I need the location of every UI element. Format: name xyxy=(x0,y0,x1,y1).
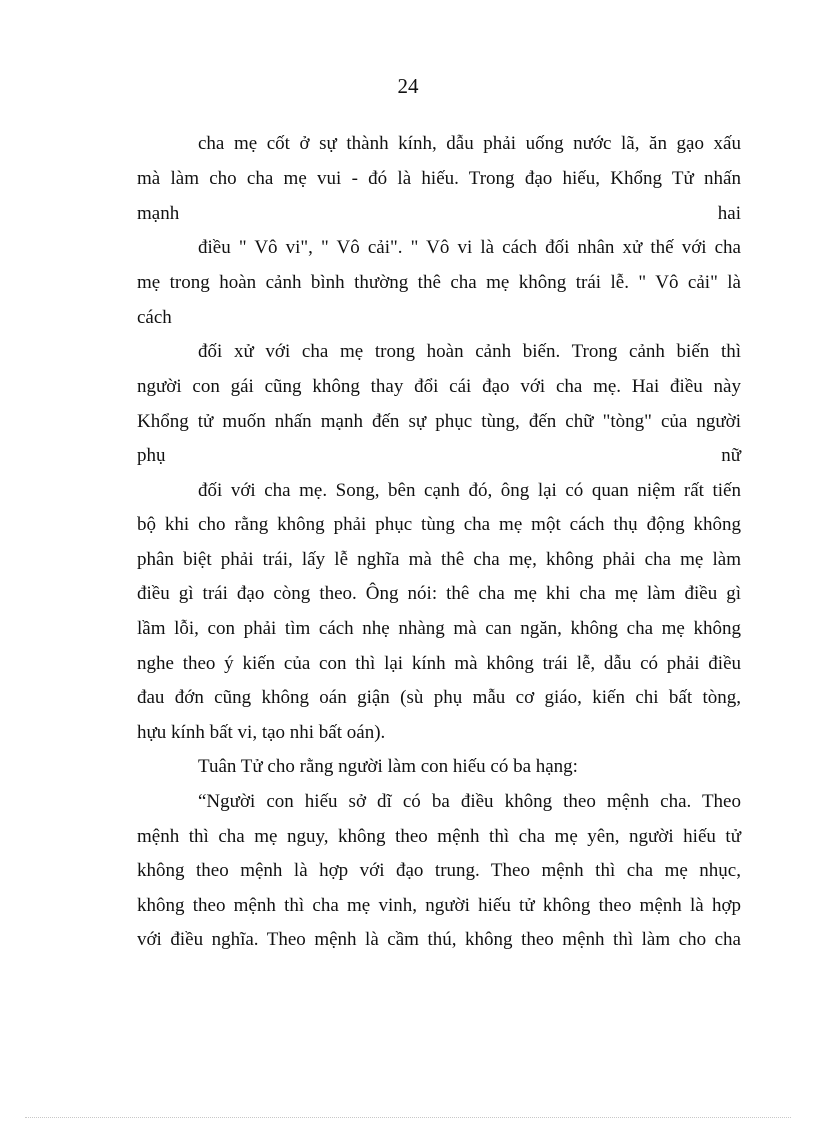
text-line: không theo mệnh là hợp với đạo trung. Theo mệnh thì cha mẹ nhục, xyxy=(137,860,741,881)
text-line: nghe theo ý kiến của con thì lại kính mà không trái lễ, dẫu có phải điều xyxy=(137,653,741,674)
text-line: đối xử với cha mẹ trong hoàn cảnh biến. Trong cảnh biến thì xyxy=(198,341,741,362)
text-line: đau đớn cũng không oán giận (sù phụ mẫu cơ giáo, kiến chi bất tòng, xyxy=(137,687,741,708)
text-line: không theo mệnh thì cha mẹ vinh, người hiếu tử không theo mệnh là hợp xyxy=(137,895,741,916)
text-line-right: nữ xyxy=(721,445,741,466)
text-line: Tuân Tử cho rằng người làm con hiếu có ba hạng: xyxy=(198,756,578,777)
text-line: cha mẹ cốt ở sự thành kính, dẫu phải uống nước lã, ăn gạo xấu xyxy=(198,133,741,154)
text-line-right: hai xyxy=(717,203,741,224)
text-line-left: mạnh xyxy=(137,203,180,224)
page-number: 24 xyxy=(397,74,419,98)
text-line: bộ khi cho rằng không phải phục tùng cha mẹ một cách thụ động không xyxy=(137,514,741,535)
text-line: Khổng tử muốn nhấn mạnh đến sự phục tùng, đến chữ "tòng" của người xyxy=(137,411,741,432)
text-line: mà làm cho cha mẹ vui - đó là hiếu. Trong đạo hiếu, Khổng Tử nhấn xyxy=(137,168,741,189)
text-line: phân biệt phải trái, lấy lễ nghĩa mà thê cha mẹ, không phải cha mẹ làm xyxy=(137,549,741,570)
text-line xyxy=(137,203,741,225)
text-line: mẹ trong hoàn cảnh bình thường thê cha mẹ không trái lễ. " Vô cải" là xyxy=(137,272,741,293)
text-line: “Người con hiếu sở dĩ có ba điều không theo mệnh cha. Theo xyxy=(198,791,741,812)
text-line: đối với cha mẹ. Song, bên cạnh đó, ông lại có quan niệm rất tiến xyxy=(198,480,741,501)
text-line: điều gì trái đạo còng theo. Ông nói: thê cha mẹ khi cha mẹ làm điều gì xyxy=(137,583,741,604)
text-line: hựu kính bất vi, tạo nhi bất oán). xyxy=(137,722,386,743)
text-line: lầm lỗi, con phải tìm cách nhẹ nhàng mà can ngăn, không cha mẹ không xyxy=(137,618,741,639)
text-line: người con gái cũng không thay đổi cái đạo với cha mẹ. Hai điều này xyxy=(137,376,741,397)
text-line xyxy=(137,445,741,467)
text-line: mệnh thì cha mẹ nguy, không theo mệnh thì cha mẹ yên, người hiếu tử xyxy=(137,826,741,847)
page-bottom-divider xyxy=(25,1117,791,1118)
text-line-left: phụ xyxy=(137,445,166,466)
text-line: cách xyxy=(137,307,172,328)
text-line: điều " Vô vi", " Vô cải". " Vô vi là cách đối nhân xử thế với cha xyxy=(198,237,741,258)
text-line: với điều nghĩa. Theo mệnh là cầm thú, không theo mệnh thì làm cho cha xyxy=(137,929,741,950)
